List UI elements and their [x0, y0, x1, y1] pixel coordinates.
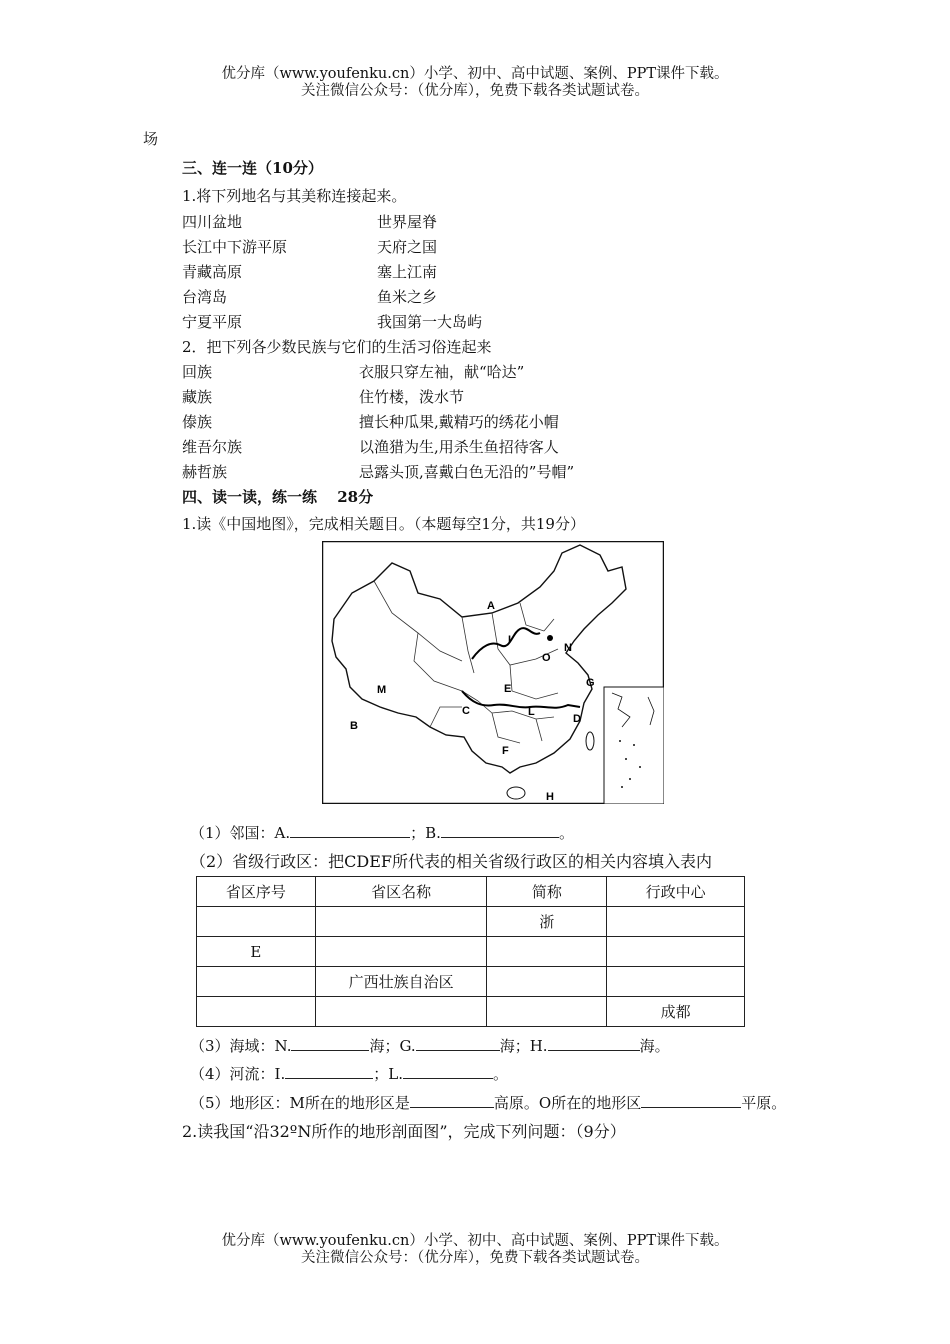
q2-right-item: 以渔猎为生,用杀生鱼招待客人	[359, 438, 559, 456]
table-row	[197, 997, 745, 1027]
table-header: 简称	[487, 877, 607, 907]
table-cell[interactable]	[315, 997, 487, 1027]
q2-right-item: 擅长种瓜果,戴精巧的绣花小帽	[359, 413, 559, 431]
sub-question-5	[190, 1092, 786, 1113]
answer-blank-l[interactable]	[403, 1064, 493, 1079]
sub-question-4	[190, 1063, 508, 1084]
q1-right-item: 世界屋脊	[377, 213, 438, 231]
footer-line-1: 优分库（www.youfenku.cn）小学、初中、高中试题、案例、PPT课件下载。	[221, 1233, 729, 1249]
section-3-q2-prompt: 2．把下列各少数民族与它们的生活习俗连起来	[182, 338, 492, 356]
q1-left-item: 台湾岛	[182, 288, 228, 306]
page-header	[0, 66, 950, 100]
sub-question-1	[190, 822, 574, 843]
sub5-text-b: 高原。O所在的地形区	[493, 1094, 642, 1112]
q2-right-item: 忌露头顶,喜戴白色无沿的”号帽”	[359, 463, 575, 481]
answer-blank-a[interactable]	[290, 823, 410, 838]
q1-left-item: 四川盆地	[182, 213, 243, 231]
sub1-text-a: （1）邻国：A.	[190, 824, 291, 842]
answer-blank-g[interactable]	[416, 1036, 500, 1051]
table-cell[interactable]	[487, 967, 607, 997]
stray-character: 场	[143, 130, 159, 148]
section-4-q2-prompt: 2.读我国“沿32ºN所作的地形剖面图”，完成下列问题：（9分）	[182, 1122, 626, 1141]
footer-line-2: 关注微信公众号：（优分库），免费下载各类试题试卷。	[301, 1250, 649, 1266]
header-line-2: 关注微信公众号：（优分库），免费下载各类试题试卷。	[301, 83, 649, 99]
table-header-row	[197, 877, 745, 907]
sub5-text-c: 平原。	[741, 1094, 787, 1112]
page-footer	[0, 1233, 950, 1267]
q1-left-item: 青藏高原	[182, 263, 243, 281]
sub4-text-c: 。	[492, 1065, 508, 1083]
table-cell[interactable]	[197, 967, 316, 997]
q1-right-item: 鱼米之乡	[377, 288, 438, 306]
sub-question-3	[190, 1035, 670, 1056]
map-label-f: F	[502, 745, 509, 757]
map-label-o: O	[542, 652, 551, 664]
table-cell[interactable]	[607, 967, 745, 997]
map-label-n: N	[564, 642, 572, 654]
table-cell[interactable]	[197, 907, 316, 937]
china-map-figure	[322, 541, 664, 804]
map-label-e: E	[504, 683, 512, 695]
q1-left-item: 宁夏平原	[182, 313, 243, 331]
table-cell[interactable]	[487, 997, 607, 1027]
sub5-text-a: （5）地形区：M所在的地形区是	[190, 1094, 410, 1112]
sub4-text-a: （4）河流：I.	[190, 1065, 286, 1083]
table-row	[197, 907, 745, 937]
q2-left-item: 回族	[182, 363, 213, 381]
table-cell: 广西壮族自治区	[315, 967, 487, 997]
answer-blank-i[interactable]	[285, 1064, 373, 1079]
table-cell: 浙	[487, 907, 607, 937]
sub-question-2: （2）省级行政区：把CDEF所代表的相关省级行政区的相关内容填入表内	[190, 852, 713, 871]
answer-blank-n[interactable]	[291, 1036, 369, 1051]
answer-blank-m[interactable]	[410, 1093, 494, 1108]
table-row	[197, 937, 745, 967]
q1-right-item: 我国第一大岛屿	[377, 313, 483, 331]
sub3-text-b: 海；G.	[369, 1037, 416, 1055]
sub4-text-b: ；L.	[373, 1065, 403, 1083]
table-cell[interactable]	[197, 997, 316, 1027]
q1-right-item: 天府之国	[377, 238, 438, 256]
table-cell: 成都	[607, 997, 745, 1027]
table-cell[interactable]	[315, 907, 487, 937]
sub1-text-b: ；B.	[410, 824, 441, 842]
table-cell[interactable]	[607, 937, 745, 967]
table-header: 省区序号	[197, 877, 316, 907]
answer-blank-b[interactable]	[441, 823, 559, 838]
q2-left-item: 维吾尔族	[182, 438, 243, 456]
map-label-c: C	[462, 705, 470, 717]
q2-right-item: 住竹楼，泼水节	[359, 388, 465, 406]
q1-left-item: 长江中下游平原	[182, 238, 288, 256]
answer-blank-o[interactable]	[641, 1093, 741, 1108]
sub3-text-c: 海；H.	[499, 1037, 548, 1055]
sub3-text-a: （3）海域：N.	[190, 1037, 292, 1055]
map-label-g: G	[586, 677, 595, 689]
map-label-h: H	[546, 791, 554, 803]
header-line-1: 优分库（www.youfenku.cn）小学、初中、高中试题、案例、PPT课件下载。	[221, 66, 729, 82]
map-label-l: L	[528, 706, 535, 718]
q2-right-item: 衣服只穿左袖，献“哈达”	[359, 363, 525, 381]
province-table	[196, 876, 745, 1027]
table-header: 省区名称	[315, 877, 487, 907]
map-label-m: M	[377, 684, 387, 696]
sub1-text-c: 。	[558, 824, 574, 842]
answer-blank-h[interactable]	[548, 1036, 640, 1051]
q2-left-item: 藏族	[182, 388, 213, 406]
section-4-title: 四、读一读，练一练 28分	[182, 488, 374, 506]
map-label-d: D	[573, 713, 581, 725]
table-header: 行政中心	[607, 877, 745, 907]
map-label-b: B	[350, 720, 358, 732]
table-cell[interactable]	[315, 937, 487, 967]
table-cell[interactable]	[487, 937, 607, 967]
table-cell: E	[197, 937, 316, 967]
q2-left-item: 赫哲族	[182, 463, 228, 481]
q2-left-item: 傣族	[182, 413, 213, 431]
table-cell[interactable]	[607, 907, 745, 937]
map-label-i: I	[508, 634, 512, 646]
section-3-title: 三、连一连（10分）	[182, 159, 323, 177]
section-4-q1-prompt: 1.读《中国地图》，完成相关题目。（本题每空1分，共19分）	[182, 515, 585, 533]
china-map	[322, 541, 664, 804]
section-3-q1-prompt: 1.将下列地名与其美称连接起来。	[182, 187, 407, 205]
table-row	[197, 967, 745, 997]
q1-right-item: 塞上江南	[377, 263, 438, 281]
map-label-a: A	[487, 600, 495, 612]
sub3-text-d: 海。	[639, 1037, 670, 1055]
